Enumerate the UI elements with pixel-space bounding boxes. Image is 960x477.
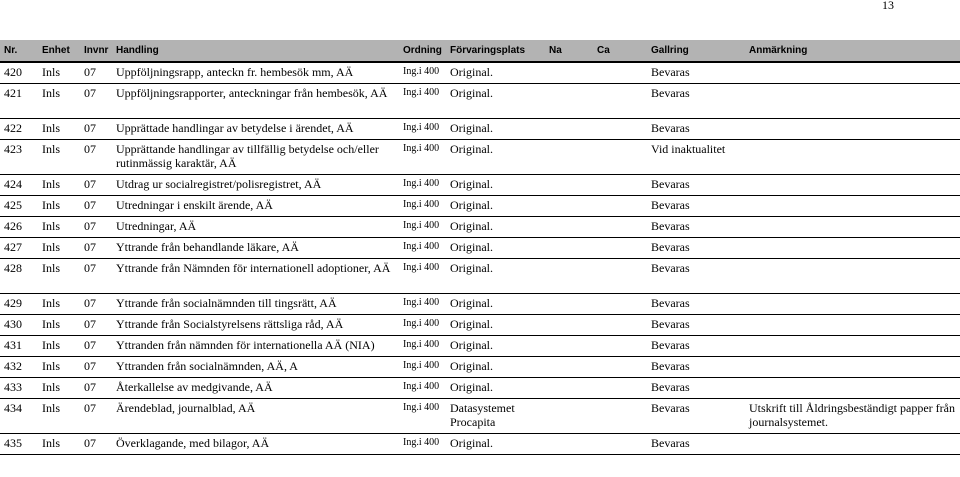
cell-anmarkning xyxy=(745,378,960,399)
column-header: Invnr xyxy=(80,40,112,62)
cell-invnr: 07 xyxy=(80,175,112,196)
cell-handling: Utredningar, AÄ xyxy=(112,217,399,238)
table-row xyxy=(0,196,960,217)
cell-nr: 421 xyxy=(0,84,38,119)
cell-na xyxy=(545,315,593,336)
cell-anmarkning xyxy=(745,196,960,217)
cell-ca xyxy=(593,196,647,217)
table-row xyxy=(0,84,960,119)
cell-ca xyxy=(593,84,647,119)
cell-invnr: 07 xyxy=(80,357,112,378)
header-row xyxy=(0,40,960,62)
table-row xyxy=(0,62,960,84)
cell-ordning: Ing.i 400 xyxy=(399,259,446,294)
cell-na xyxy=(545,238,593,259)
cell-ca xyxy=(593,238,647,259)
cell-nr: 426 xyxy=(0,217,38,238)
cell-ordning: Ing.i 400 xyxy=(399,119,446,140)
cell-nr: 420 xyxy=(0,62,38,84)
column-header: Anmärkning xyxy=(745,40,960,62)
cell-ordning: Ing.i 400 xyxy=(399,336,446,357)
cell-ca xyxy=(593,399,647,434)
cell-handling: Yttrande från socialnämnden till tingsrätt, AÄ xyxy=(112,294,399,315)
cell-gallring: Bevaras xyxy=(647,336,745,357)
cell-ordning: Ing.i 400 xyxy=(399,140,446,175)
cell-invnr: 07 xyxy=(80,336,112,357)
column-header: Ca xyxy=(593,40,647,62)
cell-enhet: Inls xyxy=(38,196,80,217)
cell-anmarkning: Utskrift till Åldringsbeständigt papper från journalsystemet. xyxy=(745,399,960,434)
cell-handling: Uppföljningsrapporter, anteckningar från hembesök, AÄ xyxy=(112,84,399,119)
cell-na xyxy=(545,217,593,238)
cell-enhet: Inls xyxy=(38,336,80,357)
cell-nr: 435 xyxy=(0,434,38,455)
cell-ordning: Ing.i 400 xyxy=(399,294,446,315)
cell-invnr: 07 xyxy=(80,259,112,294)
cell-enhet: Inls xyxy=(38,175,80,196)
cell-na xyxy=(545,62,593,84)
cell-na xyxy=(545,196,593,217)
cell-gallring: Bevaras xyxy=(647,119,745,140)
cell-nr: 427 xyxy=(0,238,38,259)
cell-enhet: Inls xyxy=(38,119,80,140)
cell-anmarkning xyxy=(745,84,960,119)
cell-na xyxy=(545,140,593,175)
cell-na xyxy=(545,434,593,455)
cell-invnr: 07 xyxy=(80,399,112,434)
cell-handling: Yttrande från Nämnden för internationell adoptioner, AÄ xyxy=(112,259,399,294)
cell-na xyxy=(545,119,593,140)
table-row xyxy=(0,399,960,434)
cell-invnr: 07 xyxy=(80,238,112,259)
cell-enhet: Inls xyxy=(38,259,80,294)
cell-ordning: Ing.i 400 xyxy=(399,315,446,336)
cell-nr: 429 xyxy=(0,294,38,315)
cell-ca xyxy=(593,336,647,357)
column-header: Ordning xyxy=(399,40,446,62)
cell-gallring: Bevaras xyxy=(647,378,745,399)
cell-invnr: 07 xyxy=(80,140,112,175)
column-header: Na xyxy=(545,40,593,62)
cell-invnr: 07 xyxy=(80,378,112,399)
cell-handling: Utredningar i enskilt ärende, AÄ xyxy=(112,196,399,217)
cell-ordning: Ing.i 400 xyxy=(399,62,446,84)
cell-nr: 433 xyxy=(0,378,38,399)
cell-enhet: Inls xyxy=(38,84,80,119)
cell-na xyxy=(545,175,593,196)
cell-enhet: Inls xyxy=(38,434,80,455)
cell-anmarkning xyxy=(745,336,960,357)
cell-forvaringsplats: Original. xyxy=(446,238,545,259)
cell-forvaringsplats: Original. xyxy=(446,196,545,217)
cell-gallring: Bevaras xyxy=(647,196,745,217)
cell-ca xyxy=(593,119,647,140)
cell-enhet: Inls xyxy=(38,399,80,434)
table-row xyxy=(0,378,960,399)
cell-nr: 424 xyxy=(0,175,38,196)
cell-gallring: Vid inaktualitet xyxy=(647,140,745,175)
cell-na xyxy=(545,378,593,399)
cell-nr: 431 xyxy=(0,336,38,357)
cell-ordning: Ing.i 400 xyxy=(399,175,446,196)
cell-invnr: 07 xyxy=(80,294,112,315)
cell-nr: 434 xyxy=(0,399,38,434)
cell-forvaringsplats: Original. xyxy=(446,357,545,378)
cell-gallring: Bevaras xyxy=(647,434,745,455)
cell-anmarkning xyxy=(745,315,960,336)
cell-ca xyxy=(593,259,647,294)
cell-nr: 425 xyxy=(0,196,38,217)
table-row xyxy=(0,238,960,259)
cell-invnr: 07 xyxy=(80,196,112,217)
cell-forvaringsplats: Original. xyxy=(446,140,545,175)
cell-handling: Återkallelse av medgivande, AÄ xyxy=(112,378,399,399)
cell-gallring: Bevaras xyxy=(647,315,745,336)
cell-nr: 430 xyxy=(0,315,38,336)
table-row xyxy=(0,140,960,175)
cell-enhet: Inls xyxy=(38,217,80,238)
column-header: Förvaringsplats xyxy=(446,40,545,62)
cell-ca xyxy=(593,357,647,378)
cell-nr: 428 xyxy=(0,259,38,294)
table-row xyxy=(0,434,960,455)
cell-na xyxy=(545,84,593,119)
cell-gallring: Bevaras xyxy=(647,217,745,238)
table-body xyxy=(0,62,960,455)
cell-handling: Upprättande handlingar av tillfällig betydelse och/eller rutinmässig karaktär, AÄ xyxy=(112,140,399,175)
records-table xyxy=(0,40,960,455)
cell-handling: Yttranden från nämnden för internationella AÄ (NIA) xyxy=(112,336,399,357)
cell-anmarkning xyxy=(745,140,960,175)
cell-anmarkning xyxy=(745,175,960,196)
column-header: Handling xyxy=(112,40,399,62)
cell-ordning: Ing.i 400 xyxy=(399,217,446,238)
cell-gallring: Bevaras xyxy=(647,399,745,434)
table-row xyxy=(0,357,960,378)
cell-nr: 432 xyxy=(0,357,38,378)
cell-handling: Yttrande från behandlande läkare, AÄ xyxy=(112,238,399,259)
cell-forvaringsplats: Original. xyxy=(446,315,545,336)
table-row xyxy=(0,119,960,140)
cell-handling: Uppföljningsrapp, anteckn fr. hembesök mm, AÄ xyxy=(112,62,399,84)
cell-forvaringsplats: Original. xyxy=(446,294,545,315)
cell-forvaringsplats: Original. xyxy=(446,336,545,357)
page-number: 13 xyxy=(882,0,894,12)
cell-ca xyxy=(593,175,647,196)
cell-handling: Ärendeblad, journalblad, AÄ xyxy=(112,399,399,434)
cell-forvaringsplats: Original. xyxy=(446,62,545,84)
cell-na xyxy=(545,294,593,315)
cell-forvaringsplats: Original. xyxy=(446,378,545,399)
cell-anmarkning xyxy=(745,217,960,238)
cell-forvaringsplats: Original. xyxy=(446,175,545,196)
cell-ordning: Ing.i 400 xyxy=(399,434,446,455)
table-row xyxy=(0,294,960,315)
cell-invnr: 07 xyxy=(80,62,112,84)
cell-ordning: Ing.i 400 xyxy=(399,399,446,434)
cell-forvaringsplats: Original. xyxy=(446,217,545,238)
cell-anmarkning xyxy=(745,62,960,84)
cell-ca xyxy=(593,294,647,315)
table-row xyxy=(0,175,960,196)
cell-gallring: Bevaras xyxy=(647,175,745,196)
cell-enhet: Inls xyxy=(38,62,80,84)
column-header: Gallring xyxy=(647,40,745,62)
cell-invnr: 07 xyxy=(80,84,112,119)
cell-forvaringsplats: Original. xyxy=(446,259,545,294)
cell-ordning: Ing.i 400 xyxy=(399,357,446,378)
cell-enhet: Inls xyxy=(38,238,80,259)
cell-na xyxy=(545,336,593,357)
cell-anmarkning xyxy=(745,238,960,259)
cell-na xyxy=(545,357,593,378)
cell-gallring: Bevaras xyxy=(647,238,745,259)
cell-enhet: Inls xyxy=(38,294,80,315)
cell-enhet: Inls xyxy=(38,315,80,336)
cell-handling: Överklagande, med bilagor, AÄ xyxy=(112,434,399,455)
cell-handling: Upprättade handlingar av betydelse i ärendet, AÄ xyxy=(112,119,399,140)
cell-ordning: Ing.i 400 xyxy=(399,378,446,399)
cell-handling: Yttrande från Socialstyrelsens rättsliga råd, AÄ xyxy=(112,315,399,336)
cell-ca xyxy=(593,315,647,336)
cell-nr: 422 xyxy=(0,119,38,140)
cell-enhet: Inls xyxy=(38,140,80,175)
cell-handling: Yttranden från socialnämnden, AÄ, A xyxy=(112,357,399,378)
cell-anmarkning xyxy=(745,294,960,315)
cell-forvaringsplats: Original. xyxy=(446,84,545,119)
cell-ca xyxy=(593,378,647,399)
cell-na xyxy=(545,259,593,294)
cell-na xyxy=(545,399,593,434)
cell-forvaringsplats: Datasystemet Procapita xyxy=(446,399,545,434)
cell-gallring: Bevaras xyxy=(647,357,745,378)
cell-ordning: Ing.i 400 xyxy=(399,196,446,217)
cell-forvaringsplats: Original. xyxy=(446,119,545,140)
cell-gallring: Bevaras xyxy=(647,259,745,294)
cell-anmarkning xyxy=(745,259,960,294)
cell-invnr: 07 xyxy=(80,217,112,238)
table-row xyxy=(0,217,960,238)
cell-gallring: Bevaras xyxy=(647,62,745,84)
cell-enhet: Inls xyxy=(38,378,80,399)
cell-anmarkning xyxy=(745,119,960,140)
table-row xyxy=(0,315,960,336)
table-row xyxy=(0,336,960,357)
column-header: Nr. xyxy=(0,40,38,62)
cell-forvaringsplats: Original. xyxy=(446,434,545,455)
cell-nr: 423 xyxy=(0,140,38,175)
cell-ca xyxy=(593,62,647,84)
cell-ca xyxy=(593,434,647,455)
cell-invnr: 07 xyxy=(80,119,112,140)
cell-ca xyxy=(593,217,647,238)
cell-gallring: Bevaras xyxy=(647,84,745,119)
cell-ordning: Ing.i 400 xyxy=(399,84,446,119)
cell-enhet: Inls xyxy=(38,357,80,378)
cell-ca xyxy=(593,140,647,175)
cell-anmarkning xyxy=(745,357,960,378)
column-header: Enhet xyxy=(38,40,80,62)
cell-handling: Utdrag ur socialregistret/polisregistret, AÄ xyxy=(112,175,399,196)
cell-ordning: Ing.i 400 xyxy=(399,238,446,259)
cell-gallring: Bevaras xyxy=(647,294,745,315)
table-row xyxy=(0,259,960,294)
cell-anmarkning xyxy=(745,434,960,455)
cell-invnr: 07 xyxy=(80,315,112,336)
cell-invnr: 07 xyxy=(80,434,112,455)
